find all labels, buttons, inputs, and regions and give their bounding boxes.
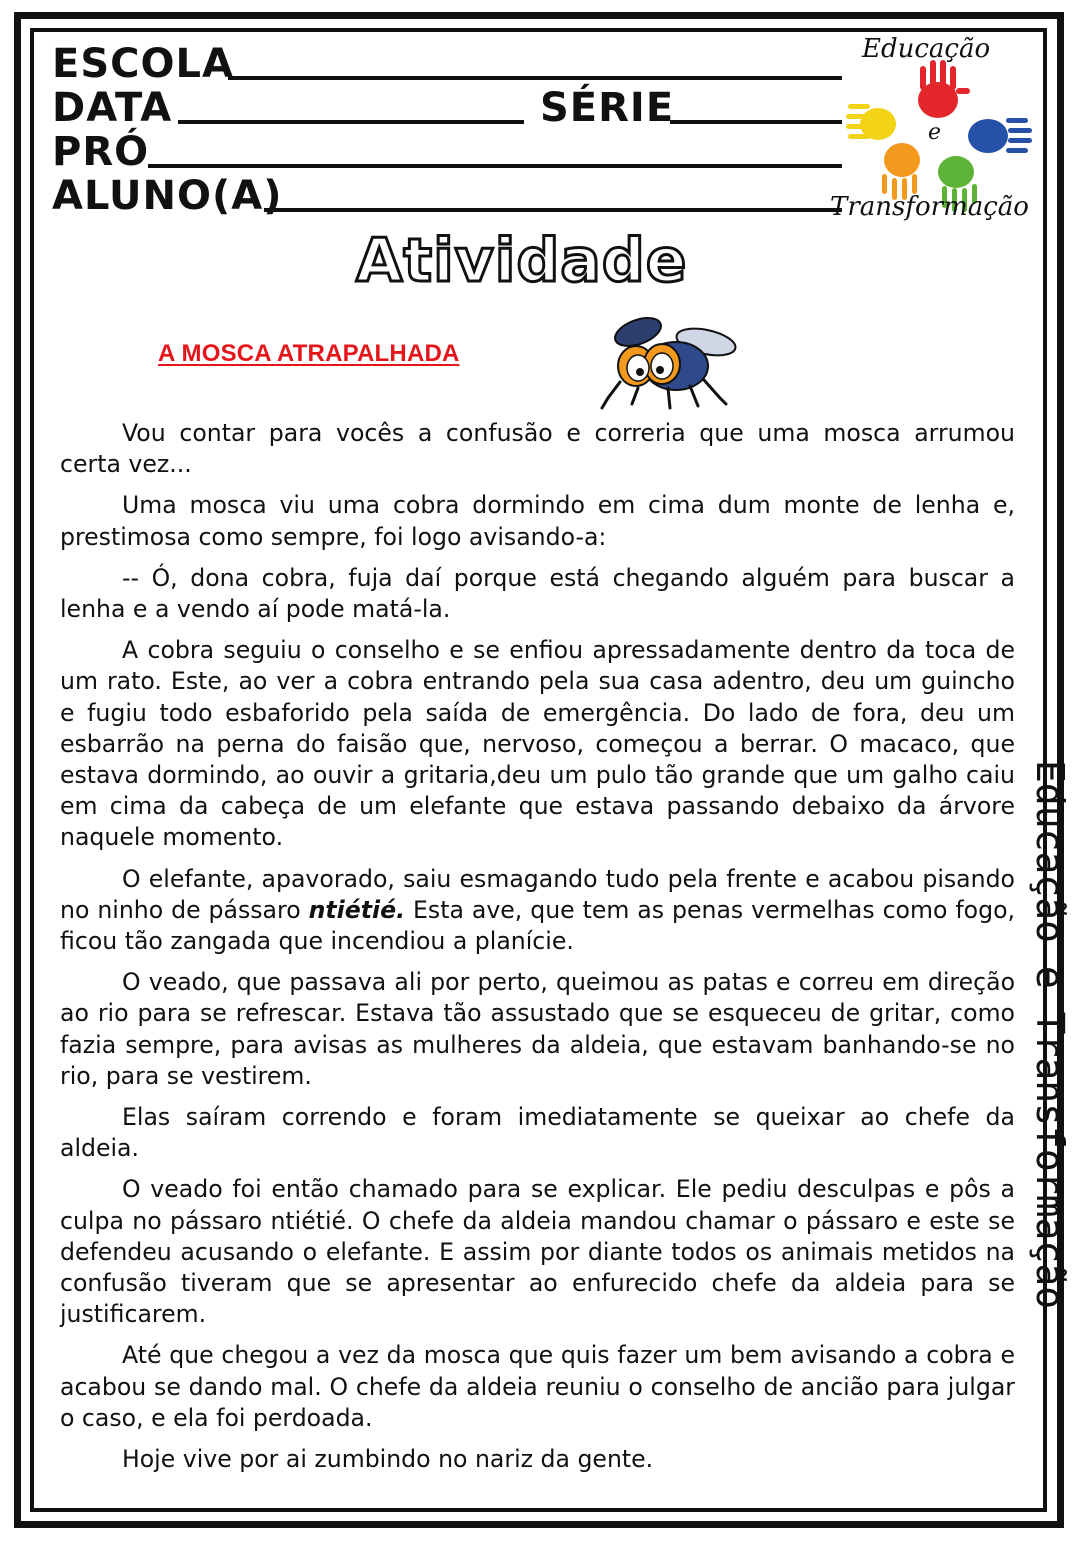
story-paragraph-7: Elas saíram correndo e foram imediatamente se queixar ao chefe da aldeia. xyxy=(60,1103,1015,1163)
data-line[interactable] xyxy=(178,120,524,124)
story-paragraph-10: Hoje vive por ai zumbindo no nariz da gente. xyxy=(122,1445,654,1474)
story-paragraph-2: Uma mosca viu uma cobra dormindo em cima dum monte de lenha e, prestimosa como sempre, foi logo avisando-a: xyxy=(60,491,1015,551)
story-title: A MOSCA ATRAPALHADA xyxy=(158,340,460,367)
story-paragraph-4: A cobra seguiu o conselho e se enfiou apressadamente dentro da toca de um rato. Este, ao ver a cobra entrando pela sua casa adentro, deu um guincho e fugiu todo esbaforido pela saída de emergência. Do lado de fora, deu um esbarrão na perna do faisão que, nervoso, começou a berrar. O macaco, que estava dormindo, ao ouvir a gritaria,deu um pulo tão grande que um galho caiu em cima da cabeça de um elefante que estava passando debaixo da árvore naquele momento. xyxy=(60,636,1015,852)
logo-middle-text: e xyxy=(928,120,942,145)
side-watermark: Educação e Transformação xyxy=(1028,760,1072,1310)
aluno-line[interactable] xyxy=(264,208,842,212)
story-body xyxy=(60,418,1015,1485)
activity-title: Atividade xyxy=(356,226,688,296)
logo xyxy=(830,32,1045,232)
escola-label: ESCOLA xyxy=(52,41,234,87)
fly-illustration-icon xyxy=(598,312,743,412)
p5-before: O elefante, apavorado, saiu esmagando tudo pela frente e acabou pisando no ninho de pássaro xyxy=(60,864,1015,924)
story-paragraph-8: O veado foi então chamado para se explicar. Ele pediu desculpas e pôs a culpa no pássaro ntiétié. O chefe da aldeia mandou chamar o pássaro e este se defendeu acusando o elefante. E assim por diante todos os animais metidos na confusão tiveram que se apresentar ao enfurecido chefe da aldeia para se justificarem. xyxy=(60,1175,1015,1329)
serie-label: SÉRIE xyxy=(540,85,675,131)
story-paragraph-5 xyxy=(60,864,1015,958)
bird-name: ntiétié. xyxy=(308,895,406,924)
escola-line[interactable] xyxy=(228,76,842,80)
serie-line[interactable] xyxy=(670,120,842,124)
p5-after: Esta ave, que tem as penas vermelhas como fogo, ficou tão zangada que incendiou a planície. xyxy=(60,895,1015,956)
pro-label: PRÓ xyxy=(52,129,150,175)
logo-bottom-text: Transformação xyxy=(830,192,1029,222)
story-paragraph-3: -- Ó, dona cobra, fuja daí porque está chegando alguém para buscar a lenha e a vendo aí pode matá-la. xyxy=(60,563,1015,624)
logo-top-text: Educação xyxy=(862,34,991,64)
pro-line[interactable] xyxy=(148,164,842,168)
story-paragraph-9: Até que chegou a vez da mosca que quis fazer um bem avisando a cobra e acabou se dando mal. O chefe da aldeia reuniu o conselho de ancião para julgar o caso, e ela foi perdoada. xyxy=(60,1341,1015,1432)
story-paragraph-1: Vou contar para vocês a confusão e correria que uma mosca arrumou certa vez... xyxy=(60,419,1015,479)
data-label: DATA xyxy=(52,85,173,131)
aluno-label: ALUNO(A) xyxy=(52,173,283,219)
story-paragraph-6: O veado, que passava ali por perto, queimou as patas e correu em direção ao rio para se refrescar. Estava tão assustado que se esqueceu de gritar, como fazia sempre, para avisas as mulheres da aldeia, que estavam banhando-se no rio, para se vestirem. xyxy=(60,968,1015,1090)
